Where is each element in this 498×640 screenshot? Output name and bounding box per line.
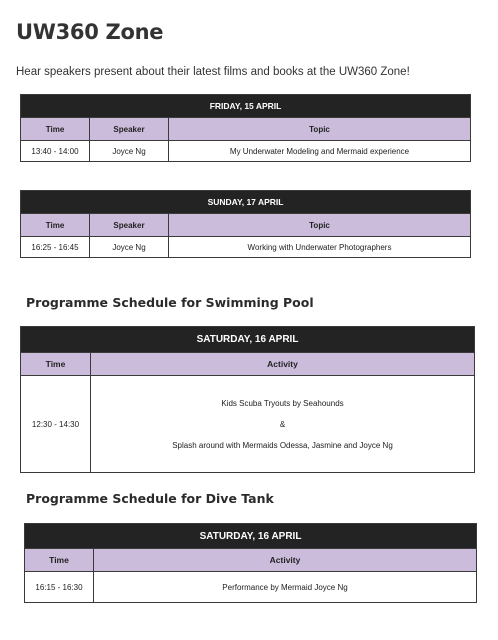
cell-time: 16:25 - 16:45	[21, 237, 90, 258]
col-header-speaker: Speaker	[90, 118, 169, 141]
activity-line: &	[279, 419, 286, 429]
cell-time: 13:40 - 14:00	[21, 141, 90, 162]
cell-speaker: Joyce Ng	[90, 141, 169, 162]
col-header-time: Time	[21, 353, 91, 376]
col-header-time: Time	[25, 549, 94, 572]
day-banner: SATURDAY, 16 APRIL	[25, 524, 477, 549]
table-row	[21, 237, 471, 258]
col-header-activity: Activity	[94, 549, 477, 572]
col-header-time: Time	[21, 118, 90, 141]
cell-speaker: Joyce Ng	[90, 237, 169, 258]
swimming-pool-table	[20, 326, 475, 473]
cell-activity: Performance by Mermaid Joyce Ng	[94, 572, 477, 603]
col-header-topic: Topic	[169, 214, 471, 237]
day-banner: SATURDAY, 16 APRIL	[21, 327, 475, 353]
table-row	[25, 572, 477, 603]
col-header-activity: Activity	[91, 353, 475, 376]
col-header-speaker: Speaker	[90, 214, 169, 237]
page-title: UW360 Zone	[16, 20, 164, 44]
dive-tank-heading: Programme Schedule for Dive Tank	[26, 491, 274, 506]
table-row	[21, 141, 471, 162]
cell-time: 16:15 - 16:30	[25, 572, 94, 603]
day-banner: FRIDAY, 15 APRIL	[21, 95, 471, 118]
sunday-talk-table	[20, 190, 471, 258]
table-row	[21, 376, 475, 473]
col-header-topic: Topic	[169, 118, 471, 141]
swimming-pool-heading: Programme Schedule for Swimming Pool	[26, 295, 314, 310]
activity-line: Splash around with Mermaids Odessa, Jasmine and Joyce Ng	[172, 440, 393, 450]
activity-line: Kids Scuba Tryouts by Seahounds	[221, 398, 344, 408]
day-banner: SUNDAY, 17 APRIL	[21, 191, 471, 214]
cell-topic: Working with Underwater Photographers	[169, 237, 471, 258]
cell-activity	[91, 376, 475, 473]
dive-tank-table	[24, 523, 477, 603]
cell-time: 12:30 - 14:30	[21, 376, 91, 473]
intro-text: Hear speakers present about their latest films and books at the UW360 Zone!	[16, 66, 410, 78]
cell-topic: My Underwater Modeling and Mermaid experience	[169, 141, 471, 162]
col-header-time: Time	[21, 214, 90, 237]
friday-talk-table	[20, 94, 471, 162]
